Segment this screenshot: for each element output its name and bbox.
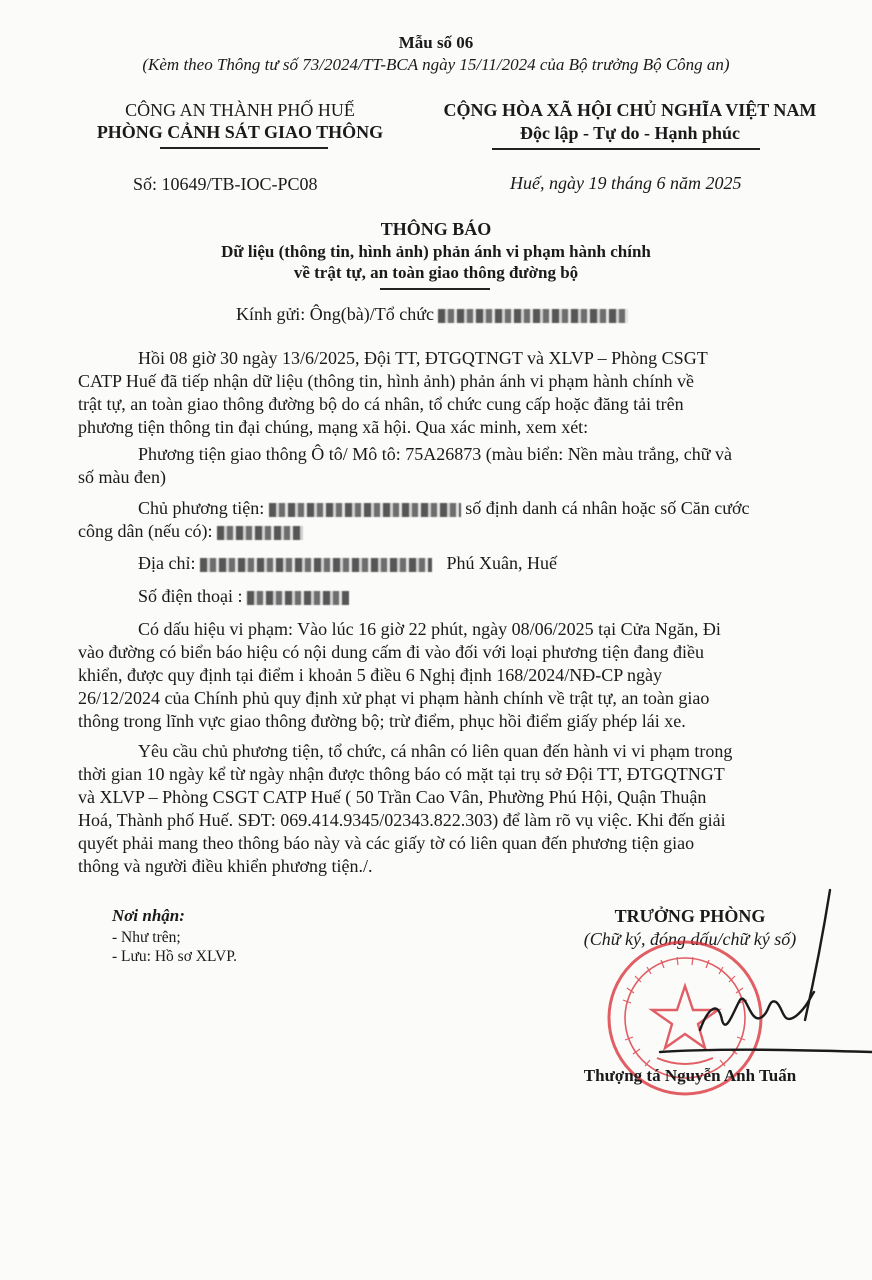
violation-line: 26/12/2024 của Chính phủ quy định xử phạt vi phạm hành chính về trật tự, an toàn giao <box>78 688 710 708</box>
intro-line: trật tự, an toàn giao thông đường bộ do cá nhân, tổ chức cung cấp hoặc đăng tải trên <box>78 394 684 414</box>
owner-line <box>138 498 749 519</box>
address-label: Địa chỉ: <box>138 553 196 573</box>
phone-line <box>138 586 349 607</box>
request-line: và XLVP – Phòng CSGT CATP Huế ( 50 Trần Cao Vân, Phường Phú Hội, Quận Thuận <box>78 787 707 807</box>
request-line: thông và người điều khiển phương tiện./. <box>78 856 373 876</box>
request-line: Yêu cầu chủ phương tiện, tổ chức, cá nhân có liên quan đến hành vi vi phạm trong <box>138 741 733 761</box>
vehicle-line: Phương tiện giao thông Ô tô/ Mô tô: 75A26873 (màu biển: Nền màu trắng, chữ và <box>138 444 732 464</box>
receiver-item: - Lưu: Hồ sơ XLVP. <box>112 948 237 965</box>
request-line: Hoá, Thành phố Huế. SĐT: 069.414.9345/02343.822.303) để làm rõ vụ việc. Khi đến giải <box>78 810 726 830</box>
agency-parent: CÔNG AN THÀNH PHỐ HUẾ <box>125 100 355 120</box>
form-number: Mẫu số 06 <box>398 33 474 52</box>
phone-label: Số điện thoại : <box>138 586 243 606</box>
national-motto: Độc lập - Tự do - Hạnh phúc <box>519 123 741 143</box>
signature-position: TRƯỞNG PHÒNG <box>614 906 766 926</box>
owner-label: Chủ phương tiện: <box>138 498 265 518</box>
redacted-id-number <box>217 526 303 540</box>
violation-line: thông trong lĩnh vực giao thông đường bộ; trừ điểm, phục hồi điểm giấy phép lái xe. <box>78 711 686 731</box>
violation-line: khiển, được quy định tại điểm i khoản 5 điều 6 Nghị định 168/2024/NĐ-CP ngày <box>78 665 663 685</box>
intro-line: CATP Huế đã tiếp nhận dữ liệu (thông tin, hình ảnh) phản ánh vi phạm hành chính về <box>78 371 694 391</box>
receivers-title: Nơi nhận: <box>112 906 185 925</box>
owner-id-line <box>78 521 303 542</box>
vehicle-line: số màu đen) <box>78 467 166 487</box>
owner-id-label: công dân (nếu có): <box>78 521 213 541</box>
violation-line: Có dấu hiệu vi phạm: Vào lúc 16 giờ 22 phút, ngày 08/06/2025 tại Cửa Ngăn, Đi <box>138 619 721 639</box>
redacted-owner <box>269 503 461 517</box>
recipient-label: Kính gửi: Ông(bà)/Tổ chức <box>236 304 434 324</box>
agency-underline <box>160 147 328 149</box>
address-tail: Phú Xuân, Huế <box>446 553 557 573</box>
signer-name: Thượng tá Nguyễn Anh Tuấn <box>583 1066 797 1085</box>
document-date: Huế, ngày 19 tháng 6 năm 2025 <box>510 173 742 193</box>
form-attachment: (Kèm theo Thông tư số 73/2024/TT-BCA ngày 15/11/2024 của Bộ trưởng Bộ Công an) <box>142 55 730 74</box>
notice-title: THÔNG BÁO <box>380 219 492 239</box>
request-line: thời gian 10 ngày kể từ ngày nhận được thông báo có mặt tại trụ sở Đội TT, ĐTGQTNGT <box>78 764 725 784</box>
redacted-recipient <box>438 309 628 323</box>
receiver-item: - Như trên; <box>112 929 181 946</box>
intro-line: Hồi 08 giờ 30 ngày 13/6/2025, Đội TT, ĐTGQTNGT và XLVP – Phòng CSGT <box>138 348 708 368</box>
redacted-phone <box>247 591 349 605</box>
signature-note: (Chữ ký, đóng dấu/chữ ký số) <box>583 929 797 949</box>
address-line <box>138 553 557 574</box>
request-line: quyết phải mang theo thông báo này và các giấy tờ có liên quan đến phương tiện giao <box>78 833 695 853</box>
redacted-address <box>200 558 432 572</box>
intro-line: phương tiện thông tin đại chúng, mạng xã hội. Qua xác minh, xem xét: <box>78 417 589 437</box>
recipient-line <box>236 304 628 325</box>
document-number: Số: 10649/TB-IOC-PC08 <box>133 174 318 194</box>
notice-subtitle-line2: về trật tự, an toàn giao thông đường bộ <box>293 263 579 282</box>
owner-id-text: số định danh cá nhân hoặc số Căn cước <box>465 498 750 518</box>
subtitle-underline <box>380 288 490 290</box>
notice-subtitle-line1: Dữ liệu (thông tin, hình ảnh) phản ánh vi phạm hành chính <box>221 242 651 261</box>
handwritten-signature <box>600 880 872 1080</box>
violation-line: vào đường có biển báo hiệu có nội dung cấm đi vào đối với loại phương tiện đang điều <box>78 642 704 662</box>
agency-name: PHÒNG CẢNH SÁT GIAO THÔNG <box>96 122 384 142</box>
nation-name: CỘNG HÒA XÃ HỘI CHỦ NGHĨA VIỆT NAM <box>443 100 817 120</box>
motto-underline <box>492 148 760 150</box>
